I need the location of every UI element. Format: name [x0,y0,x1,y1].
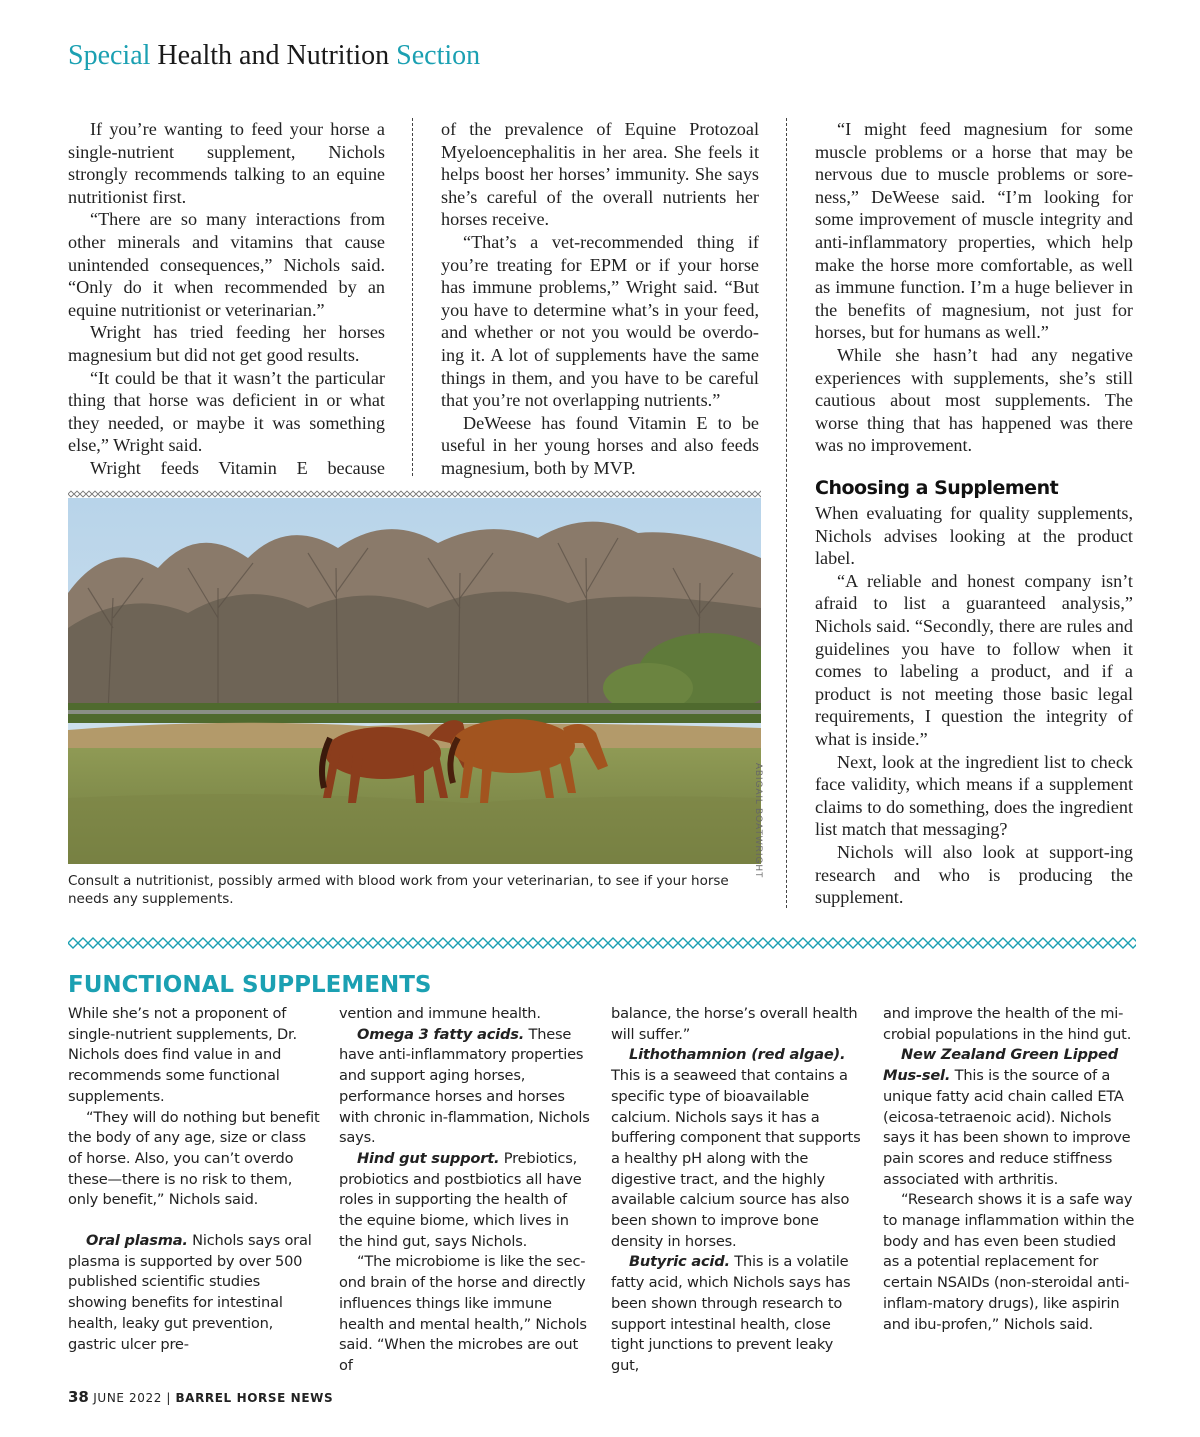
functional-column-4 [883,1004,1135,1335]
paragraph: If you’re wanting to feed your horse a single-nutrient supplement, Nichols strongly recommends talking to an equine nutritionist first. [68,119,385,207]
lead-in: Lithothamnion (red algae). [629,1046,846,1064]
section-divider [68,936,1136,950]
functional-column-1 [68,1004,320,1355]
paragraph: “There are so many interactions from other minerals and vitamins that cause unintended consequences,” Nichols said. “Only do it when recommended by an equine nutritionist or veterinarian.” [68,209,385,320]
lead-in: New Zealand Green Lipped Mus-sel. [883,1046,1118,1085]
section-header [68,40,480,72]
paragraph: When evaluating for quality supplements, Nichols advises looking at the product label. [815,503,1133,569]
article-column-2 [441,118,759,480]
column-divider [786,118,787,908]
paragraph: While she’s not a proponent of single-nutrient supplements, Dr. Nichols does find value in and recommends some functional supplements. [68,1005,297,1105]
lead-in: Hind gut support. [357,1149,500,1167]
lead-in: Oral plasma. [86,1232,188,1250]
page-footer [68,1388,333,1406]
paragraph: “The microbiome is like the sec-ond brain of the horse and directly influences things like immune health and mental health,” Nichols said. “When the microbes are out of [339,1253,587,1374]
paragraph: Hind gut support. Prebiotics, probiotics and postbiotics all have roles in supporting the health of the equine biome, which lives in the hind gut, says Nichols. [339,1149,582,1250]
header-special: Special [68,40,151,71]
paragraph: Wright has tried feeding her horses magnesium but did not get good results. [68,322,385,365]
paragraph: While she hasn’t had any negative experiences with supplements, she’s still cautious about most supplements. The worse thing that has happened was there was no improvement. [815,344,1133,456]
paragraph: Lithothamnion (red algae). This is a seaweed that contains a specific type of bioavailable calcium. Nichols says it has a buffering component that supports a healthy pH along with the digestive tract, and the highly available calcium source has also been shown to improve bone density in horses. [611,1046,861,1250]
paragraph: balance, the horse’s overall health will suffer.” [611,1005,858,1043]
photo-caption: Consult a nutritionist, possibly armed with blood work from your veterinarian, to see if your horse needs any supplements. [68,873,729,907]
paragraph: “It could be that it wasn’t the particular thing that horse was deficient in or what they needed, or maybe it was something else,” Wright said. [68,367,385,456]
paragraph: Nichols will also look at support-ing research and who is producing the supplement. [815,841,1133,908]
page-number: 38 [68,1388,89,1406]
paragraph: “Research shows it is a safe way to manage inflammation within the body and has even been studied as a potential replacement for certain NSAIDs (non-steroidal anti-inflam-matory drugs), like aspirin and ibu-profen,” Nichols said. [883,1191,1135,1333]
subhead-choosing: Choosing a Supplement [815,477,1059,499]
paragraph: DeWeese has found Vitamin E to be useful in her young horses and also feeds magnesium, both by MVP. [441,412,759,478]
paragraph: New Zealand Green Lipped Mus-sel. This is the source of a unique fatty acid chain called ETA (eicosa-tetraenoic acid). Nichols says it has been shown to improve pain scores and reduce stiffness associated with arthritis. [883,1046,1131,1188]
functional-column-2 [339,1004,591,1377]
footer-separator: | [166,1391,172,1405]
photo-credit: ABIGAIL BOATWRIGHT [754,763,764,879]
header-section: Section [396,40,481,71]
lead-in: Omega 3 fatty acids. [357,1025,525,1043]
article-column-3b [815,502,1133,909]
paragraph: Wright feeds Vitamin E because [90,457,385,478]
paragraph: Next, look at the ingredient list to check face validity, which means if a supplement claims to do something, does the ingredient list match that messaging? [815,751,1133,840]
paragraph: of the prevalence of Equine Protozoal Myeloencephalitis in her area. She feels it helps boost her horses’ immunity. She says she’s careful of the overall nutrients her horses receive. [441,119,759,230]
paragraph: and improve the health of the mi-crobial populations in the hind gut. [883,1005,1132,1043]
horses-photo [68,498,761,864]
paragraph: vention and immune health. [339,1005,541,1022]
paragraph: Omega 3 fatty acids. These have anti-inflammatory properties and support aging horses, performance horses and horses with chronic in-flammation, Nichols says. [339,1025,590,1147]
paragraph: Oral plasma. Nichols says oral plasma is supported by over 500 published scientific studies showing benefits for intestinal health, leaky gut prevention, gastric ulcer pre- [68,1232,312,1353]
magazine-name: BARREL HORSE NEWS [175,1391,334,1405]
paragraph: “A reliable and honest company isn’t afraid to list a guaranteed analysis,” Nichols said. “Secondly, there are rules and guidelines you have to follow when it comes to labeling a product, and if a product is not meeting those basic legal requirements, I question the integrity of what is inside.” [815,570,1133,749]
header-title: Health and Nutrition [157,40,390,71]
paragraph: “They will do nothing but benefit the body of any age, size or class of horse. Also, you can’t overdo these—there is no risk to them, only benefit,” Nichols said. [68,1108,320,1209]
paragraph: Butyric acid. This is a volatile fatty acid, which Nichols says has been shown through research to support intestinal health, close tight junctions to prevent leaky gut, [611,1253,851,1374]
functional-column-3 [611,1004,863,1377]
functional-supplements-title: FUNCTIONAL SUPPLEMENTS [68,972,432,998]
article-column-3 [815,118,1133,457]
issue-date: JUNE 2022 [93,1391,162,1405]
paragraph: “That’s a vet-recommended thing if you’re treating for EPM or if your horse has immune problems,” Wright said. “But you have to determine what’s in your feed, and whether or not you would be overdo-ing it. A lot of supplements have the same things in them, and you have to be careful that you’re not overlapping nutrients.” [441,231,759,411]
lead-in: Butyric acid. [629,1253,730,1271]
article-column-1 [68,118,385,480]
decorative-border [68,490,761,498]
paragraph: “I might feed magnesium for some muscle problems or a horse that may be nervous due to muscle problems or sore-ness,” DeWeese said. “I’m looking for some improvement of muscle integrity and anti-inflammatory properties, which help make the horse more comfortable, as well as immune function. I’m a huge believer in the benefits of magnesium, not just for horses, but for humans as well.” [815,119,1133,343]
column-divider [412,118,413,476]
